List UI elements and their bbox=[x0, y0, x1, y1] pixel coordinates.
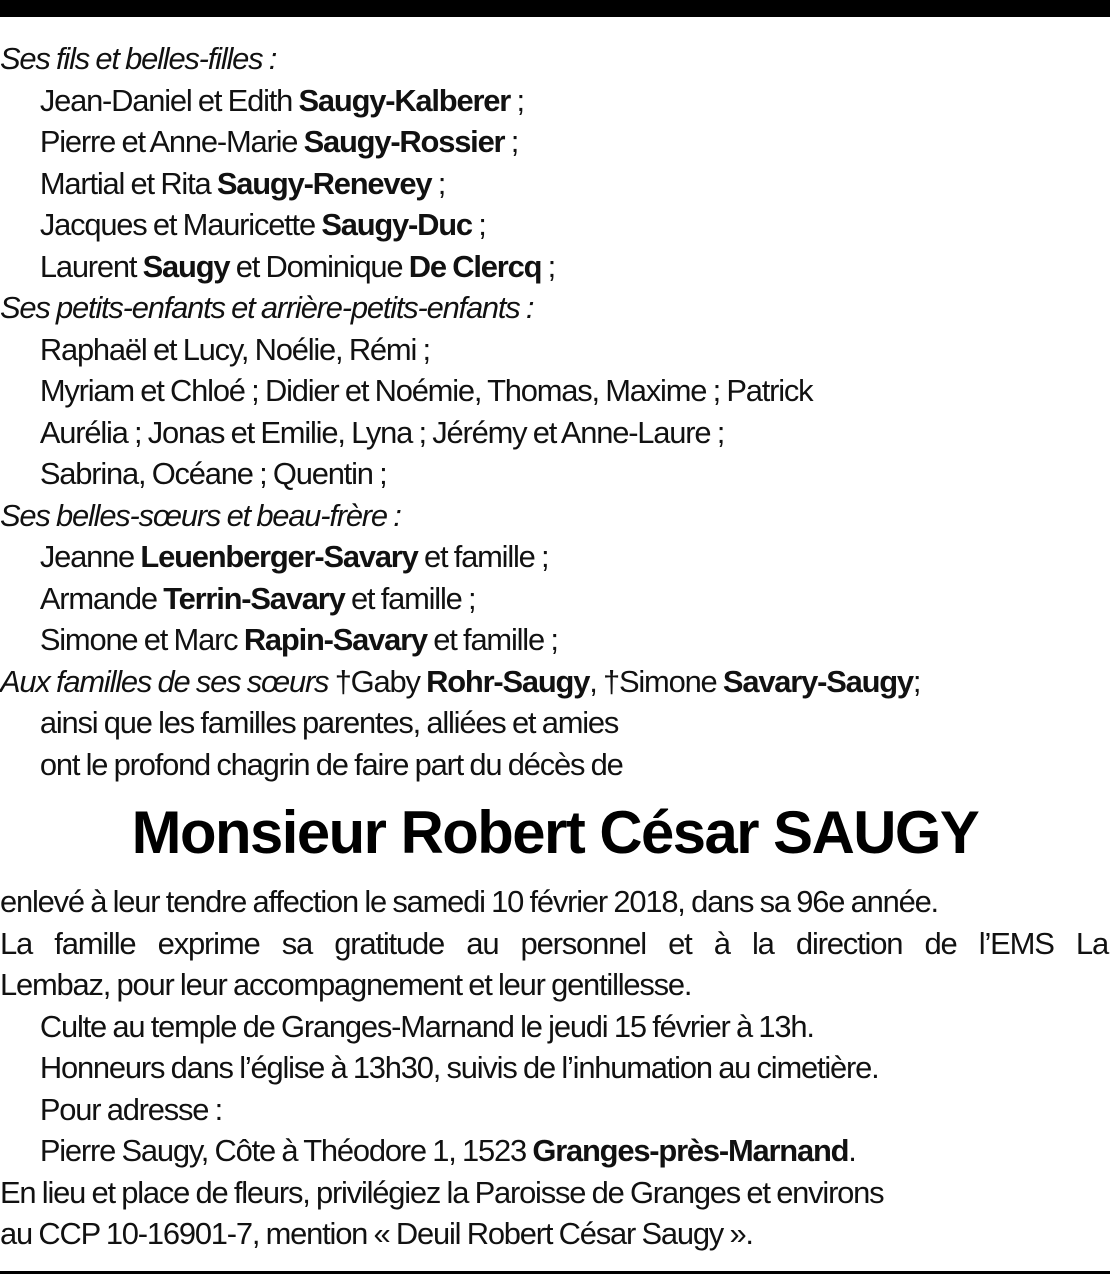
inlaw-names: Jeanne bbox=[39, 539, 141, 574]
son-line bbox=[0, 163, 1106, 205]
gratitude-line: Lembaz, pour leur accompagnement et leur gentillesse. bbox=[0, 967, 692, 1002]
son-names: Jean-Daniel et Edith bbox=[39, 82, 299, 118]
address-text: Pierre Saugy, Côte à Théodore 1, 1523 bbox=[39, 1133, 533, 1168]
obituary-notice bbox=[0, 38, 1110, 1255]
inlaw-line bbox=[0, 578, 1106, 620]
son-suffix: ; bbox=[541, 248, 556, 284]
grandchildren-line: Aurélia ; Jonas et Emilie, Lyna ; Jérémy et Anne-Laure ; bbox=[39, 414, 725, 450]
inlaw-suffix: et famille ; bbox=[426, 622, 558, 657]
honours-line: Honneurs dans l’église à 13h30, suivis de l’inhumation au cimetière. bbox=[39, 1050, 879, 1085]
son-names: Pierre et Anne-Marie bbox=[39, 124, 304, 159]
flowers-line: au CCP 10-16901-7, mention « Deuil Robert César Saugy ». bbox=[0, 1216, 753, 1251]
sisters-suffix: ; bbox=[912, 663, 921, 699]
top-rule bbox=[0, 0, 1110, 17]
address-label: Pour adresse : bbox=[39, 1091, 223, 1127]
flowers-line: En lieu et place de fleurs, privilégiez la Paroisse de Granges et environs bbox=[0, 1174, 884, 1210]
son-surname: Saugy-Rossier bbox=[303, 124, 505, 159]
sisters-line bbox=[0, 661, 1106, 703]
deceased-name: Monsieur Robert César SAUGY bbox=[131, 799, 979, 866]
address-suffix: . bbox=[848, 1133, 856, 1168]
son-surname: Saugy-Renevey bbox=[216, 165, 432, 201]
address-locality: Granges-près-Marnand bbox=[532, 1133, 849, 1168]
son-names: Laurent bbox=[39, 248, 143, 284]
inlaw-line bbox=[0, 536, 1106, 578]
grandchildren-line: Sabrina, Océane ; Quentin ; bbox=[39, 456, 387, 491]
closing-line: ont le profond chagrin de faire part du décès de bbox=[39, 746, 623, 782]
inlaw-names: Armande bbox=[39, 580, 164, 616]
son-suffix: ; bbox=[431, 165, 446, 201]
son-names: Jacques et Mauricette bbox=[39, 207, 322, 242]
gratitude-line: La famille exprime sa gratitude au personnel et à la direction de l’EMS La bbox=[0, 925, 1108, 961]
son-line bbox=[0, 121, 1106, 163]
son-names: Martial et Rita bbox=[39, 165, 217, 201]
son-line bbox=[0, 246, 1106, 288]
inlaw-line bbox=[0, 619, 1106, 661]
inlaw-suffix: et famille ; bbox=[417, 539, 549, 574]
inlaw-surname: Rapin-Savary bbox=[243, 622, 427, 657]
grandchildren-heading: Ses petits-enfants et arrière-petits-enfants : bbox=[0, 290, 534, 325]
sister-name: †Gaby bbox=[334, 663, 427, 699]
son-suffix: ; bbox=[504, 124, 519, 159]
death-line: enlevé à leur tendre affection le samedi 10 février 2018, dans sa 96e année. bbox=[0, 884, 938, 919]
grandchildren-line: Myriam et Chloé ; Didier et Noémie, Thomas, Maxime ; Patrick bbox=[39, 373, 813, 408]
son-surname: Saugy bbox=[142, 248, 230, 284]
son-suffix: ; bbox=[510, 82, 524, 118]
sons-heading: Ses fils et belles-filles : bbox=[0, 41, 277, 76]
son-surname: Saugy-Duc bbox=[321, 207, 472, 242]
sisters-heading: Aux familles de ses sœurs bbox=[0, 663, 335, 699]
sister-surname: Rohr-Saugy bbox=[426, 663, 590, 699]
son-line bbox=[0, 80, 1106, 122]
son-partner-surname: De Clercq bbox=[408, 248, 542, 284]
son-suffix: ; bbox=[471, 207, 486, 242]
service-line: Culte au temple de Granges-Marnand le jeudi 15 février à 13h. bbox=[39, 1008, 814, 1044]
inlaws-heading: Ses belles-sœurs et beau-frère : bbox=[0, 497, 401, 533]
inlaw-names: Simone et Marc bbox=[39, 622, 244, 657]
son-partner-names: et Dominique bbox=[229, 248, 409, 284]
bottom-rule bbox=[0, 1271, 1110, 1274]
inlaw-surname: Terrin-Savary bbox=[163, 580, 345, 616]
address-line bbox=[0, 1130, 1106, 1172]
inlaw-surname: Leuenberger-Savary bbox=[140, 539, 418, 574]
grandchildren-line: Raphaël et Lucy, Noélie, Rémi ; bbox=[39, 331, 430, 367]
sister-surname: Savary-Saugy bbox=[722, 663, 913, 699]
son-surname: Saugy-Kalberer bbox=[298, 82, 511, 118]
inlaw-suffix: et famille ; bbox=[344, 580, 476, 616]
sister-name: , †Simone bbox=[589, 663, 723, 699]
closing-line: ainsi que les familles parentes, alliées et amies bbox=[39, 705, 619, 740]
son-line bbox=[0, 204, 1106, 246]
